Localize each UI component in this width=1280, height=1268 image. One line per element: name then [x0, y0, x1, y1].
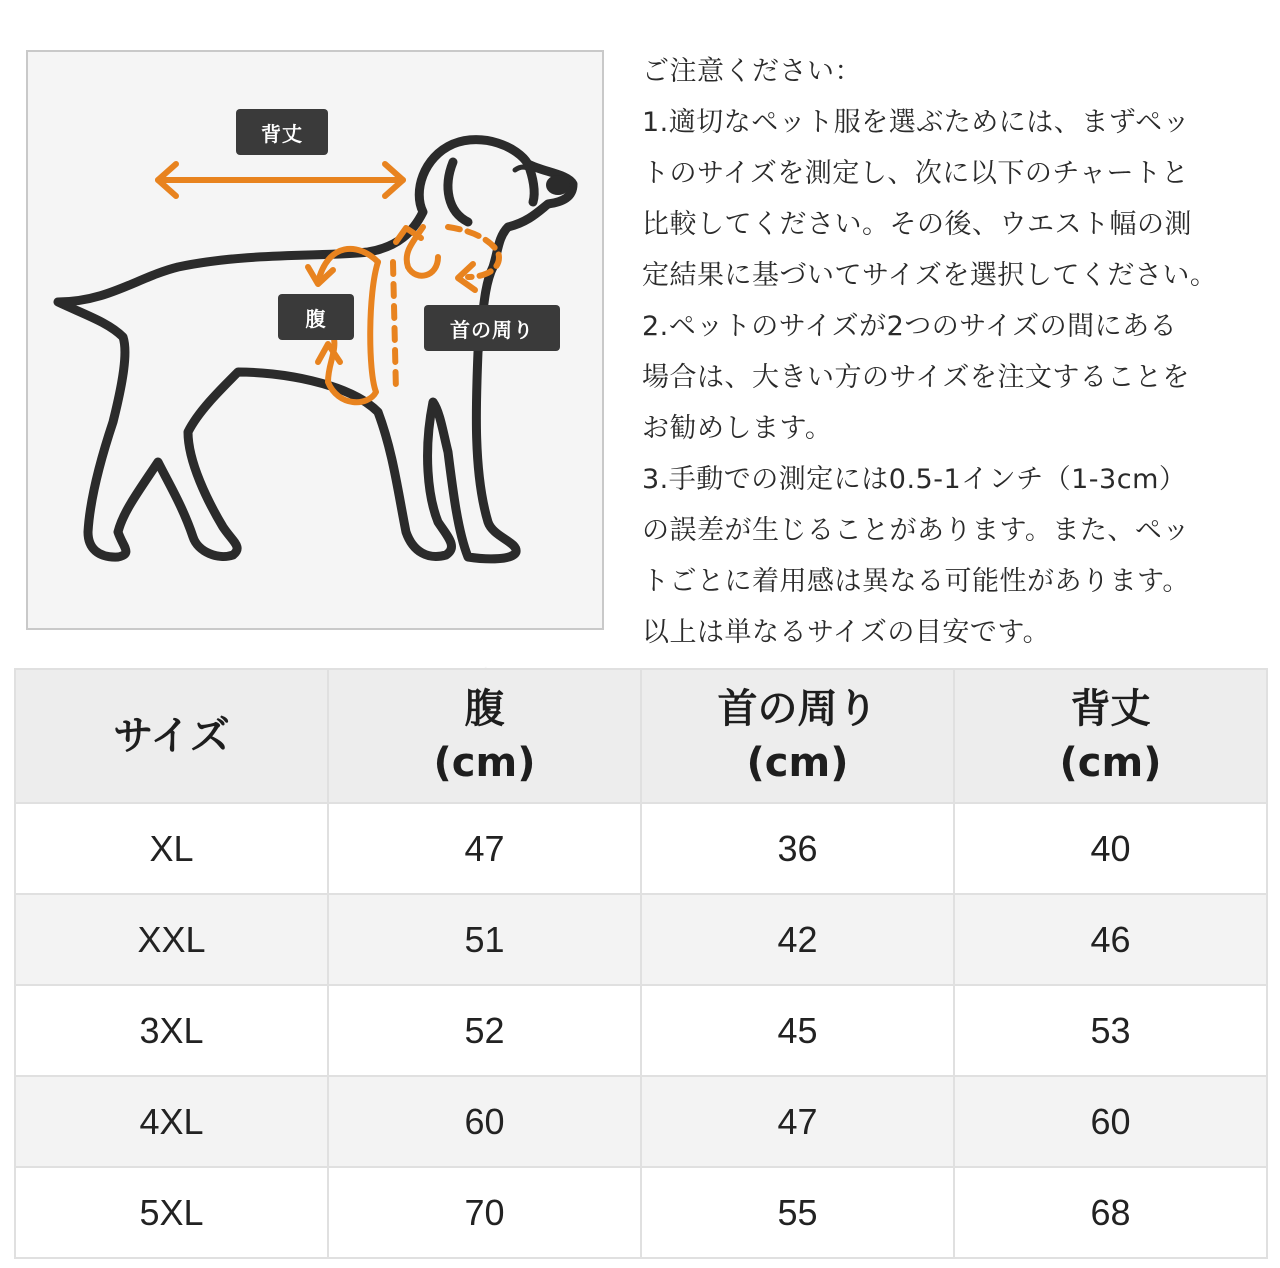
cell-belly: 52	[328, 985, 641, 1076]
measurement-notes	[642, 46, 1278, 658]
table-header-row	[15, 669, 1267, 803]
cell-belly: 70	[328, 1167, 641, 1258]
notes-line: トごとに着用感は異なる可能性があります。	[642, 566, 1190, 597]
cell-back-length: 46	[954, 894, 1267, 985]
cell-size: XXL	[15, 894, 328, 985]
neck-label: 首の周り	[424, 305, 560, 351]
notes-line: 1.適切なペット服を選ぶためには、まずペッ	[642, 107, 1191, 138]
cell-neck: 36	[641, 803, 954, 894]
belly-label: 腹	[278, 294, 354, 340]
cell-belly: 47	[328, 803, 641, 894]
cell-size: 5XL	[15, 1167, 328, 1258]
cell-back-length: 68	[954, 1167, 1267, 1258]
notes-line: お勧めします。	[642, 413, 833, 444]
table-row	[15, 1167, 1267, 1258]
notes-line: トのサイズを測定し、次に以下のチャートと	[642, 158, 1190, 189]
measurement-diagram	[26, 50, 604, 630]
header-belly: 腹 (cm)	[328, 669, 641, 803]
cell-neck: 42	[641, 894, 954, 985]
cell-back-length: 53	[954, 985, 1267, 1076]
notes-line: の誤差が生じることがあります。また、ペッ	[642, 515, 1190, 546]
notes-heading: ご注意ください：	[642, 56, 862, 87]
back-length-label: 背丈	[236, 109, 328, 155]
notes-line: 以上は単なるサイズの目安です。	[642, 617, 1051, 648]
table-row	[15, 894, 1267, 985]
notes-line: 場合は、大きい方のサイズを注文することを	[642, 362, 1190, 393]
cell-neck: 55	[641, 1167, 954, 1258]
cell-neck: 47	[641, 1076, 954, 1167]
header-size: サイズ	[15, 669, 328, 803]
notes-line: 比較してください。その後、ウエスト幅の測	[642, 209, 1192, 240]
table-row	[15, 1076, 1267, 1167]
table-row	[15, 803, 1267, 894]
header-neck: 首の周り (cm)	[641, 669, 954, 803]
cell-size: XL	[15, 803, 328, 894]
notes-line: 3.手動での測定には0.5-1インチ（1-3cm）	[642, 464, 1187, 495]
cell-back-length: 40	[954, 803, 1267, 894]
table-row	[15, 985, 1267, 1076]
cell-neck: 45	[641, 985, 954, 1076]
size-chart-table	[14, 668, 1268, 1259]
cell-back-length: 60	[954, 1076, 1267, 1167]
nose-icon	[546, 175, 570, 195]
cell-belly: 51	[328, 894, 641, 985]
header-back-length: 背丈 (cm)	[954, 669, 1267, 803]
notes-line: 定結果に基づいてサイズを選択してください。	[642, 260, 1218, 291]
cell-size: 4XL	[15, 1076, 328, 1167]
cell-size: 3XL	[15, 985, 328, 1076]
notes-line: 2.ペットのサイズが2つのサイズの間にある	[642, 311, 1178, 342]
cell-belly: 60	[328, 1076, 641, 1167]
